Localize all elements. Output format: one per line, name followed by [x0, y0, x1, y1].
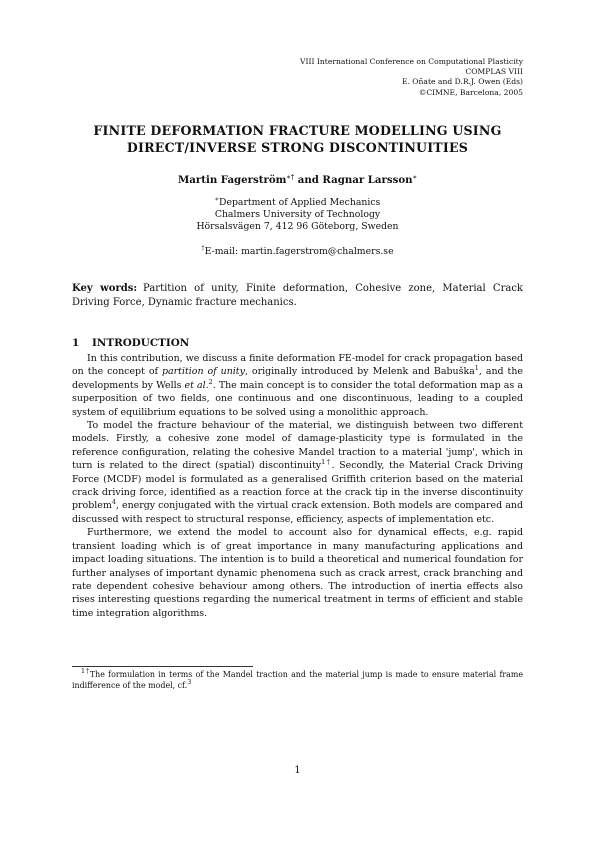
citation-ref: 3 — [187, 677, 192, 686]
paper-title — [72, 122, 523, 156]
paragraph-text: , energy conjugated with the virtual crack extension. Both models are compared and discussed with respect to structural response, efficiency, aspects of implementation etc. — [72, 500, 523, 525]
paragraph-text: In this contribution, we discuss a finite deformation FE-model for crack propagation based on the concept of — [72, 353, 523, 378]
affiliation-department: Department of Applied Mechanics — [219, 197, 381, 208]
author-name: Martin Fagerström — [178, 174, 287, 186]
keywords-text: Partition of unity, Finite deformation, Cohesive zone, Material Crack Driving Force, Dynamic fracture mechanics. — [72, 283, 523, 309]
footnote-ref: 1† — [321, 458, 332, 467]
author-name: Ragnar Larsson — [322, 174, 413, 186]
paragraph-text: . Secondly, the Material Crack Driving Force (MCDF) model is formulated as a generalised Griffith criterion based on the material crack driving force, identified as a reaction force at the crack tip in the inverse discontinuity problem — [72, 460, 523, 512]
affiliation-address: Hörsalsvägen 7, 412 96 Göteborg, Sweden — [196, 221, 399, 233]
citation-ref: 2 — [208, 377, 213, 386]
email-text: E-mail: martin.fagerstrom@chalmers.se — [204, 246, 394, 257]
keywords — [72, 282, 523, 311]
email-mark: † — [201, 244, 205, 252]
title-line-1: FINITE DEFORMATION FRACTURE MODELLING USING — [93, 123, 502, 138]
paragraph — [72, 352, 523, 419]
keywords-label: Key words: — [72, 283, 138, 294]
affiliation — [72, 197, 523, 234]
author-marks: ∗ — [412, 173, 417, 181]
section-body — [72, 352, 523, 620]
affiliation-mark: ∗ — [214, 195, 220, 203]
affiliation-university: Chalmers University of Technology — [214, 209, 381, 221]
title-line-2: DIRECT/INVERSE STRONG DISCONTINUITIES — [126, 140, 469, 155]
author-marks: ∗† — [286, 173, 295, 181]
footnote-divider — [72, 666, 253, 667]
conference-name: VIII International Conference on Computational Plasticity — [299, 57, 523, 66]
page-number: 1 — [294, 765, 301, 776]
paragraph: Furthermore, we extend the model to account also for dynamical effects, e.g. rapid transient loading which is of great importance in many manufacturing applications and impact loading situations. The intention is to build a theoretical and numerical foundation for further analyses of important dynamic phenomena such as crack arrest, crack branching and rate dependent cohesive behaviour among others. The introduction of inertia effects also rises interesting questions regarding the numerical treatment in terms of efficient and stable time integration algorithms. — [72, 527, 523, 619]
paragraph-text: . The main concept is to consider the total deformation map as a superposition of two fields, one continuous and one discontinuous, leading to a coupled system of equilibrium equations to be solved using a monolithic approach. — [72, 379, 523, 418]
section-number: 1 — [72, 337, 80, 349]
paragraph-text: To model the fracture behaviour of the material, we distinguish between two different models. Firstly, a cohesive zone model of damage-plasticity type is formulated in the reference configuration, relating the cohesive Mandel traction to a material 'jump', which in turn is related to the direct (spatial) discontinuity — [72, 420, 523, 472]
citation-ref: 4 — [111, 498, 116, 507]
conference-acronym: COMPLAS VIII — [465, 67, 523, 77]
section-heading — [72, 336, 189, 350]
paragraph-text: , and the developments by Wells — [72, 366, 523, 391]
author-list — [72, 173, 523, 187]
emphasis-text: et al. — [184, 379, 209, 391]
conference-header — [223, 57, 523, 98]
author-email — [72, 246, 523, 258]
paragraph-text: , originally introduced by Melenk and Babuška — [244, 366, 475, 378]
citation-ref: 1 — [474, 364, 479, 373]
emphasis-text: partition of unity — [161, 366, 245, 378]
footnote-text: The formulation in terms of the Mandel traction and the material jump is made to ensure material frame indifference of the model, cf. — [72, 670, 523, 690]
footnote-mark: 1† — [81, 667, 90, 675]
section-title: INTRODUCTION — [92, 337, 190, 349]
footnote — [72, 667, 523, 691]
paragraph — [72, 419, 523, 526]
conference-editors: E. Oñate and D.R.J. Owen (Eds) — [401, 77, 523, 87]
conference-copyright: ©CIMNE, Barcelona, 2005 — [418, 87, 523, 97]
author-conjunction: and — [294, 174, 323, 186]
